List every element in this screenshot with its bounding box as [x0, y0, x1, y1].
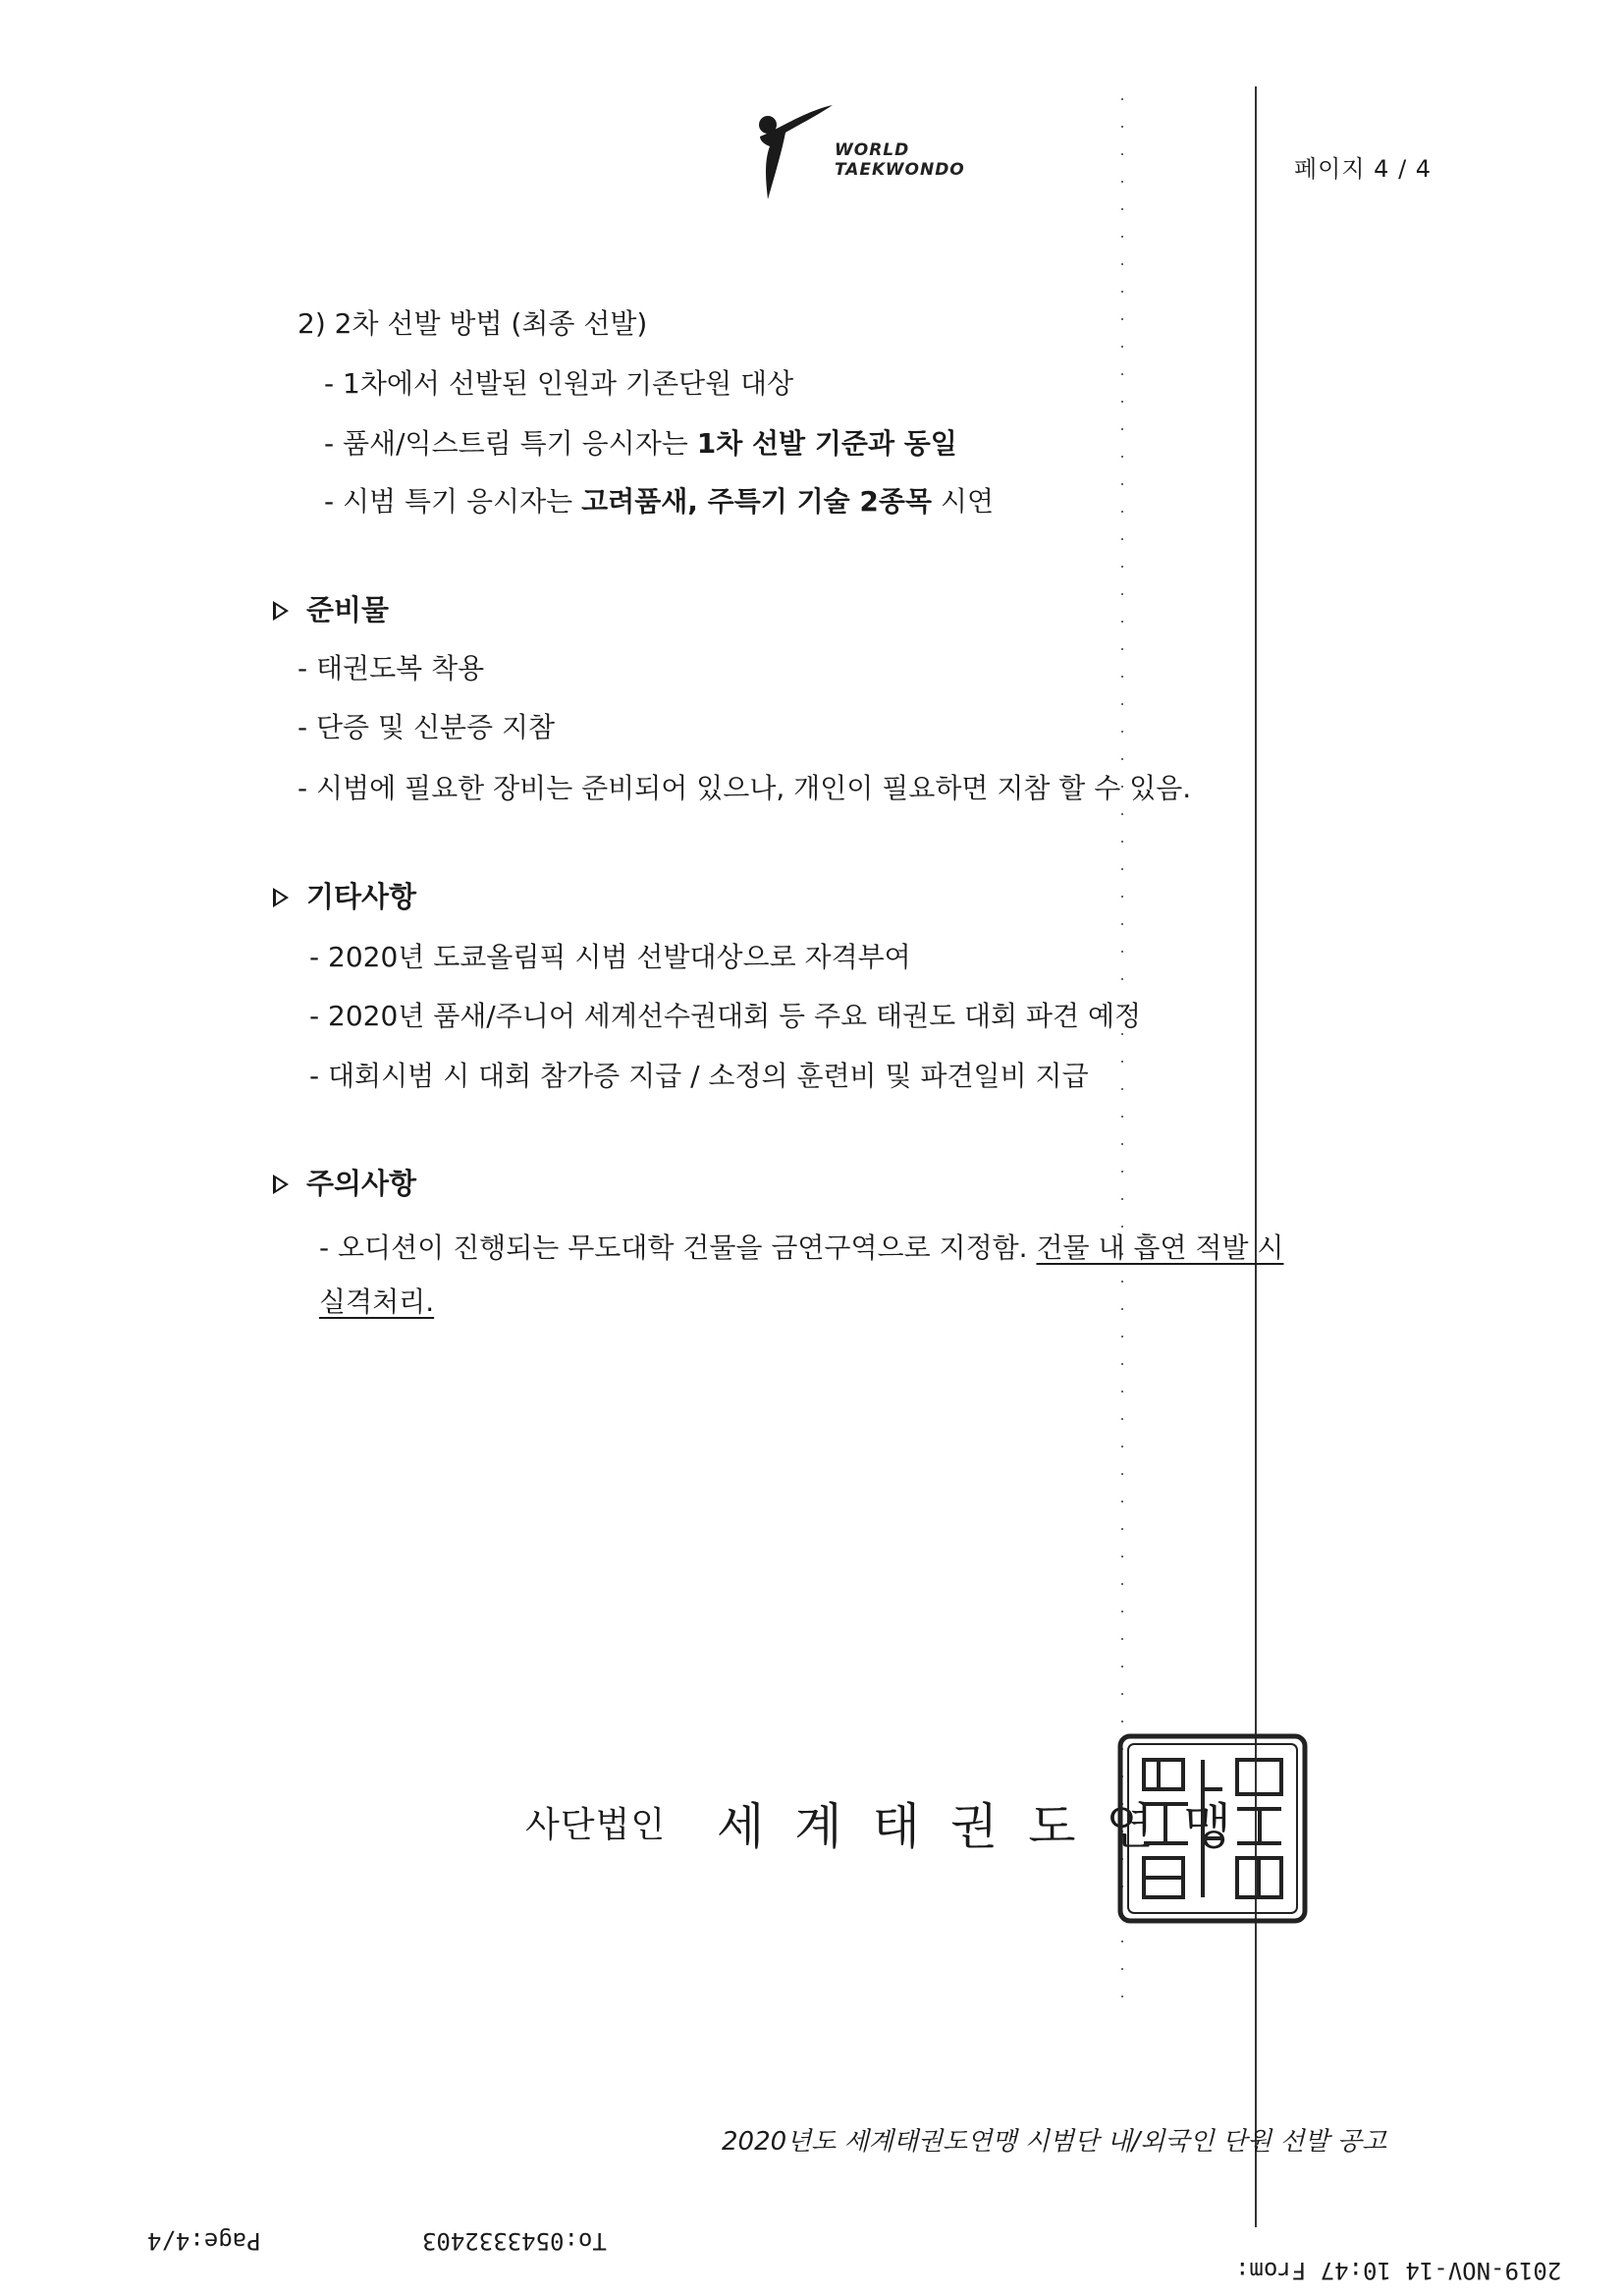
- prep-item-2: - 단증 및 신분증 지참: [298, 711, 556, 743]
- world-taekwondo-logo: [746, 103, 1001, 211]
- caution-line-2: [319, 1285, 434, 1320]
- other-item-2: - 2020년 품새/주니어 세계선수권대회 등 주요 태권도 대회 파견 예정: [309, 1000, 1142, 1032]
- logo-line-taekwondo: TAEKWONDO: [835, 160, 965, 180]
- prep-heading: [273, 592, 389, 628]
- selection-item-3: [324, 484, 994, 519]
- logo-line-world: WORLD: [835, 140, 910, 160]
- org-prefix: 사단법인: [525, 1805, 667, 1845]
- kicker-icon: [746, 103, 835, 211]
- prep-item-3: - 시범에 필요한 장비는 준비되어 있으나, 개인이 필요하면 지참 할 수 있음.: [298, 772, 1192, 804]
- fax-page-label: Page:4/4: [147, 2227, 261, 2255]
- selection-item-1: - 1차에서 선발된 인원과 기존단원 대상: [324, 367, 794, 400]
- fax-from-label: 2019-NOV-14 10:47 From:: [1235, 2257, 1562, 2284]
- prep-item-1: - 태권도복 착용: [298, 652, 485, 684]
- selection-title: 2) 2차 선발 방법 (최종 선발): [298, 307, 648, 340]
- dotted-column: [1119, 98, 1125, 2013]
- notice-footer-title: 2020년도 세계태권도연맹 시범단 내/외국인 단원 선발 공고: [722, 2127, 1387, 2157]
- other-item-1: - 2020년 도쿄올림픽 시범 선발대상으로 자격부여: [309, 941, 911, 973]
- caution-heading-text: 주의사항: [306, 1167, 417, 1200]
- org-name: 세계태권도연맹: [717, 1798, 1263, 1855]
- official-seal-stamp: [1114, 1730, 1311, 1927]
- triangle-bullet-icon: [273, 888, 289, 907]
- selection-item-2: [324, 426, 957, 462]
- prep-heading-text: 준비물: [306, 593, 390, 627]
- triangle-bullet-icon: [273, 1175, 289, 1194]
- caution-line-2-underlined: 실격처리.: [319, 1285, 435, 1318]
- caution-line-1-underlined: 건물 내 흡연 적발 시: [1036, 1231, 1284, 1264]
- caution-line-1: [319, 1230, 1283, 1266]
- selection-item-3-text: - 시범 특기 응시자는: [324, 485, 582, 518]
- selection-item-3-post: 시연: [932, 485, 994, 518]
- other-item-3: - 대회시범 시 대회 참가증 지급 / 소정의 훈련비 및 파견일비 지급: [309, 1060, 1089, 1092]
- page-indicator: 페이지 4 / 4: [1294, 155, 1433, 183]
- other-heading: [273, 879, 416, 914]
- selection-item-2-text: - 품새/익스트림 특기 응시자는: [324, 427, 697, 460]
- selection-item-2-bold: 1차 선발 기준과 동일: [696, 427, 957, 460]
- fax-to-label: To:0543332403: [422, 2227, 607, 2255]
- caution-line-1-text: - 오디션이 진행되는 무도대학 건물을 금연구역으로 지정함.: [319, 1231, 1037, 1264]
- caution-heading: [273, 1166, 416, 1201]
- selection-item-3-bold: 고려품새, 주특기 기술 2종목: [581, 485, 932, 518]
- other-heading-text: 기타사항: [306, 880, 417, 913]
- triangle-bullet-icon: [273, 601, 289, 621]
